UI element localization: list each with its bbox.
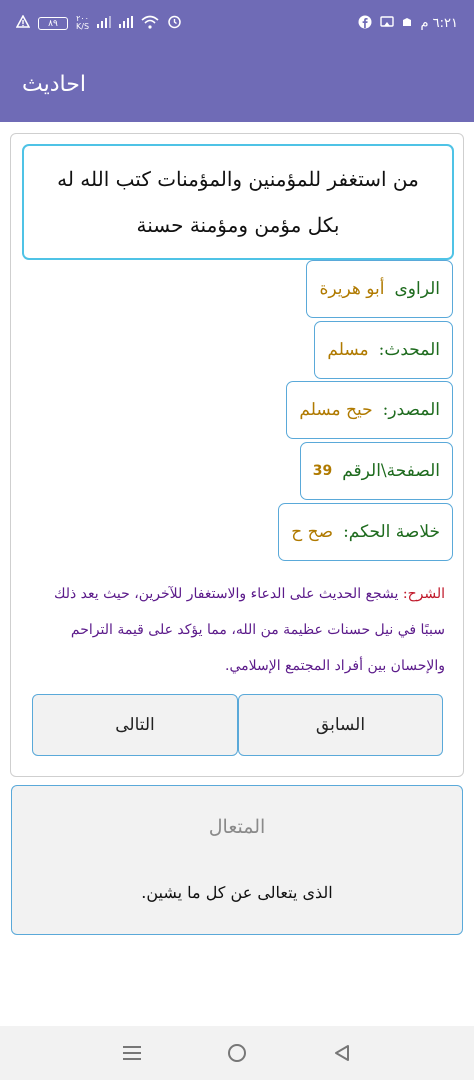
- divine-name-description: الذى يتعالى عن كل ما يشين.: [141, 883, 333, 902]
- system-nav-bar: [0, 1026, 474, 1080]
- page-number-box: [300, 442, 453, 500]
- home-icon[interactable]: [217, 1033, 257, 1073]
- divine-name-card: [11, 785, 463, 935]
- narrator-value: أبو هريرة: [319, 279, 385, 299]
- page-number-value: 39: [312, 463, 333, 479]
- back-icon[interactable]: [322, 1033, 362, 1073]
- ruling-value: صح ح: [291, 522, 334, 542]
- narrator-label: الراوى: [394, 279, 440, 299]
- ruling-box: [278, 503, 453, 561]
- signal-icon: [119, 16, 133, 31]
- alert-icon: [16, 15, 30, 32]
- page-title: احاديث: [22, 71, 86, 97]
- source-value: حيح مسلم: [299, 400, 373, 420]
- battery-icon: [38, 17, 68, 30]
- battery-level: ٨٩: [48, 17, 58, 28]
- source-box: [286, 381, 453, 439]
- app-bar: [0, 46, 474, 122]
- signal-icon: [97, 16, 111, 31]
- sharh-explanation: [33, 576, 445, 684]
- previous-button-label: السابق: [315, 715, 366, 735]
- muhaddith-box: [314, 321, 453, 379]
- ruling-label: خلاصة الحكم:: [343, 522, 440, 542]
- status-bar: [0, 0, 474, 46]
- next-button-label: التالى: [115, 715, 155, 735]
- divine-name-title: المتعال: [208, 816, 266, 838]
- status-left: [16, 14, 182, 32]
- net-speed-unit: K/S: [76, 22, 90, 31]
- facebook-icon: [358, 15, 372, 32]
- previous-button[interactable]: [238, 694, 443, 756]
- net-speed-value: ٢٠٠: [76, 14, 89, 23]
- next-button[interactable]: [32, 694, 238, 756]
- notification-icon: [402, 16, 412, 30]
- muhaddith-value: مسلم: [327, 340, 369, 360]
- network-speed-icon: [76, 15, 89, 31]
- source-label: المصدر:: [382, 400, 440, 420]
- status-time: ٦:٢١ م: [420, 15, 458, 31]
- hadith-card: [10, 133, 464, 777]
- narrator-box: [306, 260, 453, 318]
- sharh-label: الشرح:: [402, 586, 445, 602]
- menu-icon[interactable]: [112, 1033, 152, 1073]
- sharh-text: يشجع الحديث على الدعاء والاستغفار للآخرين، حيث يعد ذلك سببًا في نيل حسنات عظيمة من الله، مما يؤكد على قيمة التراحم والإحسان بين أفراد المجتمع الإسلامي.: [53, 586, 445, 674]
- status-right: [358, 15, 458, 32]
- cast-icon: [380, 16, 394, 31]
- hadith-text-box: [22, 144, 454, 260]
- alarm-icon: [167, 14, 182, 32]
- muhaddith-label: المحدث:: [378, 340, 440, 360]
- wifi-icon: [141, 15, 159, 32]
- page-number-label: الصفحة\الرقم: [342, 461, 440, 481]
- hadith-text: من استغفر للمؤمنين والمؤمنات كتب الله له بكل مؤمن ومؤمنة حسنة: [57, 167, 419, 237]
